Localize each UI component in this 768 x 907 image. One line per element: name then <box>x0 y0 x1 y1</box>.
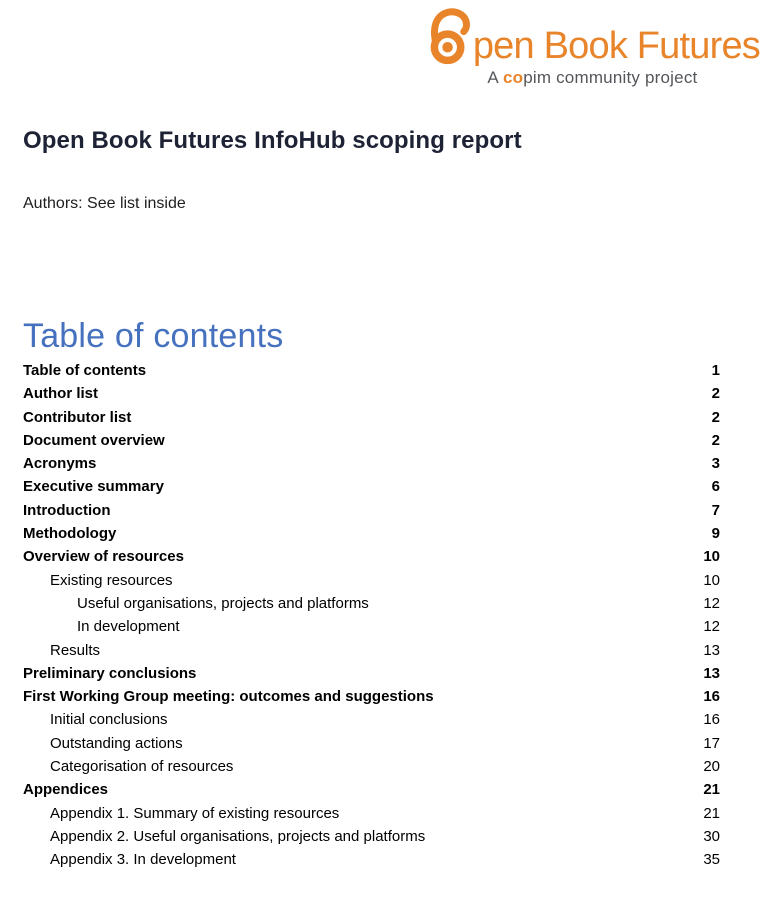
toc-entry[interactable] <box>23 825 720 848</box>
toc-entry-page-number: 35 <box>703 851 720 869</box>
page-title: Open Book Futures InfoHub scoping report <box>23 127 522 155</box>
logo-wordmark-text: pen Book Futures <box>472 25 760 67</box>
toc-entry-label: Appendix 1. Summary of existing resources <box>50 804 340 822</box>
toc-entry[interactable] <box>23 475 720 498</box>
toc-entry[interactable] <box>23 685 720 708</box>
table-of-contents <box>23 359 720 872</box>
toc-entry-page-number: 20 <box>703 758 720 776</box>
toc-entry[interactable] <box>23 848 720 871</box>
toc-entry-label: Author list <box>23 385 98 403</box>
toc-entry-page-number: 2 <box>711 408 720 426</box>
toc-entry-label: Acronyms <box>23 455 97 473</box>
toc-entry-label: Results <box>50 641 101 659</box>
toc-entry[interactable] <box>23 569 720 592</box>
toc-entry-page-number: 6 <box>711 478 720 496</box>
toc-entry-page-number: 12 <box>703 594 720 612</box>
open-lock-icon <box>425 5 472 66</box>
logo-wordmark-row <box>425 5 760 66</box>
tagline-rest: pim community project <box>523 68 698 87</box>
toc-entry-label: In development <box>77 618 180 636</box>
toc-entry-label: Existing resources <box>50 571 173 589</box>
toc-entry[interactable] <box>23 359 720 382</box>
toc-entry-label: Useful organisations, projects and platforms <box>77 594 369 612</box>
toc-entry-page-number: 10 <box>703 548 720 566</box>
toc-entry[interactable] <box>23 592 720 615</box>
toc-entry-label: Table of contents <box>23 362 147 379</box>
toc-entry[interactable] <box>23 639 720 662</box>
toc-entry-page-number: 30 <box>703 827 720 845</box>
toc-entry-page-number: 10 <box>703 571 720 589</box>
toc-entry-page-number: 13 <box>703 641 720 659</box>
toc-entry-page-number: 9 <box>711 525 720 543</box>
toc-entry[interactable] <box>23 802 720 825</box>
toc-entry[interactable] <box>23 778 720 801</box>
toc-entry-label: Overview of resources <box>23 548 184 566</box>
toc-entry[interactable] <box>23 429 720 452</box>
toc-entry-page-number: 3 <box>711 455 720 473</box>
toc-entry-page-number: 2 <box>711 431 720 449</box>
toc-heading: Table of contents <box>23 317 284 356</box>
toc-entry-label: Categorisation of resources <box>50 758 234 776</box>
toc-entry-label: Introduction <box>23 501 111 519</box>
copim-logo-text: co <box>502 68 524 87</box>
toc-entry[interactable] <box>23 708 720 731</box>
toc-entry-page-number: 17 <box>703 734 720 752</box>
toc-entry-page-number: 13 <box>703 664 720 682</box>
open-book-futures-logo <box>425 5 760 88</box>
toc-entry[interactable] <box>23 545 720 568</box>
tagline-prefix: A <box>487 68 503 87</box>
toc-entry-page-number: 12 <box>703 618 720 636</box>
toc-entry-label: Initial conclusions <box>50 711 168 729</box>
toc-entry-page-number: 1 <box>711 362 720 379</box>
toc-entry-label: First Working Group meeting: outcomes and suggestions <box>23 688 434 706</box>
authors-line: Authors: See list inside <box>23 195 186 212</box>
toc-entry-label: Executive summary <box>23 478 164 496</box>
toc-entry-label: Methodology <box>23 525 117 543</box>
toc-entry-page-number: 21 <box>703 804 720 822</box>
toc-entry-page-number: 16 <box>703 711 720 729</box>
toc-entry-page-number: 21 <box>703 781 720 799</box>
toc-entry[interactable] <box>23 406 720 429</box>
toc-entry-label: Outstanding actions <box>50 734 183 752</box>
toc-entry[interactable] <box>23 755 720 778</box>
logo-tagline <box>487 68 697 88</box>
toc-entry-label: Appendix 2. Useful organisations, projects and platforms <box>50 827 426 845</box>
toc-entry-label: Contributor list <box>23 408 132 426</box>
toc-entry[interactable] <box>23 615 720 638</box>
toc-entry[interactable] <box>23 382 720 405</box>
toc-entry-page-number: 16 <box>703 688 720 706</box>
toc-entry[interactable] <box>23 452 720 475</box>
toc-entry[interactable] <box>23 522 720 545</box>
toc-entry-label: Appendix 3. In development <box>50 851 236 869</box>
toc-entry[interactable] <box>23 662 720 685</box>
toc-entry[interactable] <box>23 499 720 522</box>
toc-entry-label: Document overview <box>23 431 165 449</box>
toc-entry-label: Preliminary conclusions <box>23 664 197 682</box>
toc-entry[interactable] <box>23 732 720 755</box>
toc-entry-page-number: 7 <box>711 501 720 519</box>
toc-entry-label: Appendices <box>23 781 109 799</box>
toc-entry-page-number: 2 <box>711 385 720 403</box>
